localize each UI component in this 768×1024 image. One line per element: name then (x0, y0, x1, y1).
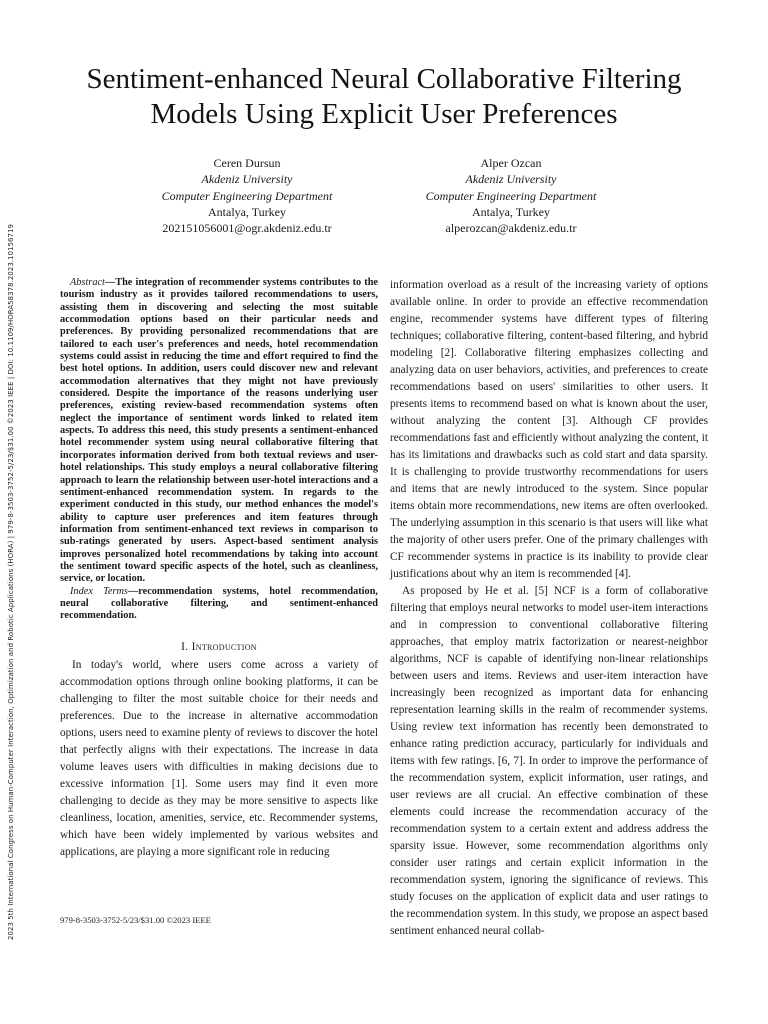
index-terms (60, 586, 378, 623)
author-email: alperozcan@akdeniz.edu.tr (445, 221, 577, 236)
left-column (60, 277, 378, 861)
right-column (390, 277, 708, 940)
author-affiliation: Akdeniz University (201, 172, 293, 187)
section-heading (60, 641, 378, 653)
footer-copyright: 979-8-3503-3752-5/23/$31.00 ©2023 IEEE (60, 915, 211, 925)
abstract (60, 277, 378, 586)
index-terms-label: Index Terms (70, 585, 128, 597)
paper-title: Sentiment-enhanced Neural Collaborative Filtering Models Using Explicit User Preferences (86, 63, 682, 130)
index-terms-text: —recommendation systems, hotel recommendation, neural collaborative filtering, and sentiment-enhanced recommendation. (60, 585, 378, 622)
section-number: I. (181, 640, 189, 653)
body-paragraph: In today's world, where users come across a variety of accommodation options through online booking platforms, it can be challenging to filter the most suitable choice for their needs and preferences. Due to the increase in alternative accommodation options, users need to examine plenty of reviews to discover the hotel that perfectly aligns with their expectations. The increase in data volume leaves users with difficulties in making decisions due to excessive information [1]. Some users may find it even more challenging to decide as they may be more sensitive to aspects like cleanliness, location, amenities, service, etc. Recommender systems, which have been widely implemented by various websites and applications, are playing a more significant role in reducing (60, 658, 378, 858)
abstract-text: —The integration of recommender systems contributes to the tourism industry as it provides tailored recommendations to users, assisting them in discovering and selecting the most suitable accommodation options based on their particular needs and preferences. By providing personalized recommendations that are tailored to each user's preferences and needs, hotel recommendation systems could assist in reducing the time and effort required to find the best hotel options. In addition, users could discover new and relevant accommodation alternatives that they might not have previously considered. Despite the importance of the reasons underlying user preferences, existing review-based recommendation systems often neglect the importance of sentiment words linked to related item aspects. To address this need, this study presents a sentiment-enhanced hotel recommender system using neural collaborative filtering that incorporates information derived from both textual reviews and user-hotel relationships. This study employs a neural collaborative filtering approach to learn the relationship between user-hotel interactions and a sentiment-enhanced recommendation system. In regards to the experiment conducted in this study, our method enhances the model's ability to capture user preferences and item features through information from sentiment-enhanced text reviews in comparison to sub-ratings generated by users. Aspect-based sentiment analysis improves personalized hotel recommendations by taking into account the sentiment toward specific aspects of the hotel, such as cleanliness, service, or location. (60, 277, 378, 585)
author-block-1 (117, 155, 377, 236)
author-location: Antalya, Turkey (472, 204, 550, 219)
abstract-label: Abstract (70, 277, 105, 288)
author-department: Computer Engineering Department (425, 188, 597, 203)
author-affiliation: Akdeniz University (465, 172, 557, 187)
section-title: Introduction (191, 640, 257, 653)
author-department: Computer Engineering Department (161, 188, 333, 203)
sidebar-identifier: 2023 5th International Congress on Human-Computer Interaction, Optimization and Robotic Applications (HORA) | 979-8-3503-3752-5/23/$31.00 ©2023 IEEE | DOI: 10.1109/HORA58378.2023.10156719 (7, 224, 15, 940)
author-location: Antalya, Turkey (208, 204, 286, 219)
body-paragraph: As proposed by He et al. [5] NCF is a form of collaborative filtering that employs neural networks to model user-item interactions and in compression to conventional collaborative filtering approaches, that employ matrix factorization or nearest-neighbor algorithms, NCF is capable of identifying non-linear relationships between users and items. Reviews and user-item interaction have increasingly been recognized as important data for enhancing representation learning skills in the realm of recommender systems. Using review text information has recently been demonstrated to enhance rating prediction accuracy, particularly for individuals and items with few ratings. [6, 7]. In order to improve the performance of the recommendation system, explicit information, user ratings, and user reviews are all crucial. An effective combination of these elements could increase the recommendation accuracy of the recommendation system to a certain extent and address address the sparsity issue. However, some recommendation algorithms only consider user ratings and certain explicit information in the recommendation system, ignoring the significance of reviews. This study focuses on the application of explicit data and user ratings to the recommendation system. In this study, we propose an aspect based sentiment enhanced neural collab- (390, 585, 709, 937)
author-block-2 (381, 155, 641, 236)
author-name: Ceren Dursun (213, 156, 281, 170)
author-email: 202151056001@ogr.akdeniz.edu.tr (162, 221, 332, 236)
body-paragraph: information overload as a result of the increasing variety of options available online. In order to provide an effective recommendation engine, recommender systems have different types of filtering techniques; collaborative filtering, content-based filtering, and hybrid modeling [2]. Collaborative filtering emphasizes collecting and analyzing data on user behaviors, activities, and preferences to create recommendations based on users' similarities to other users. It presents items to recommend based on what is known about the user, without analyzing the content [3]. Although CF provides recommendations fast and efficiently without analyzing the content, it has its limitations and drawbacks such as cold start and data sparsity. It is challenging to provide trustworthy recommendations for users and items that are newly introduced to the system. Since popular items obtain more recommendations, new items are often overlooked. The underlying assumption in this scenario is that users will like what the majority of other users prefer. One of the primary challenges with CF recommender systems in practice is its inability to provide clear justifications about why an item is recommended [4]. (390, 279, 708, 580)
author-name: Alper Ozcan (480, 156, 542, 170)
